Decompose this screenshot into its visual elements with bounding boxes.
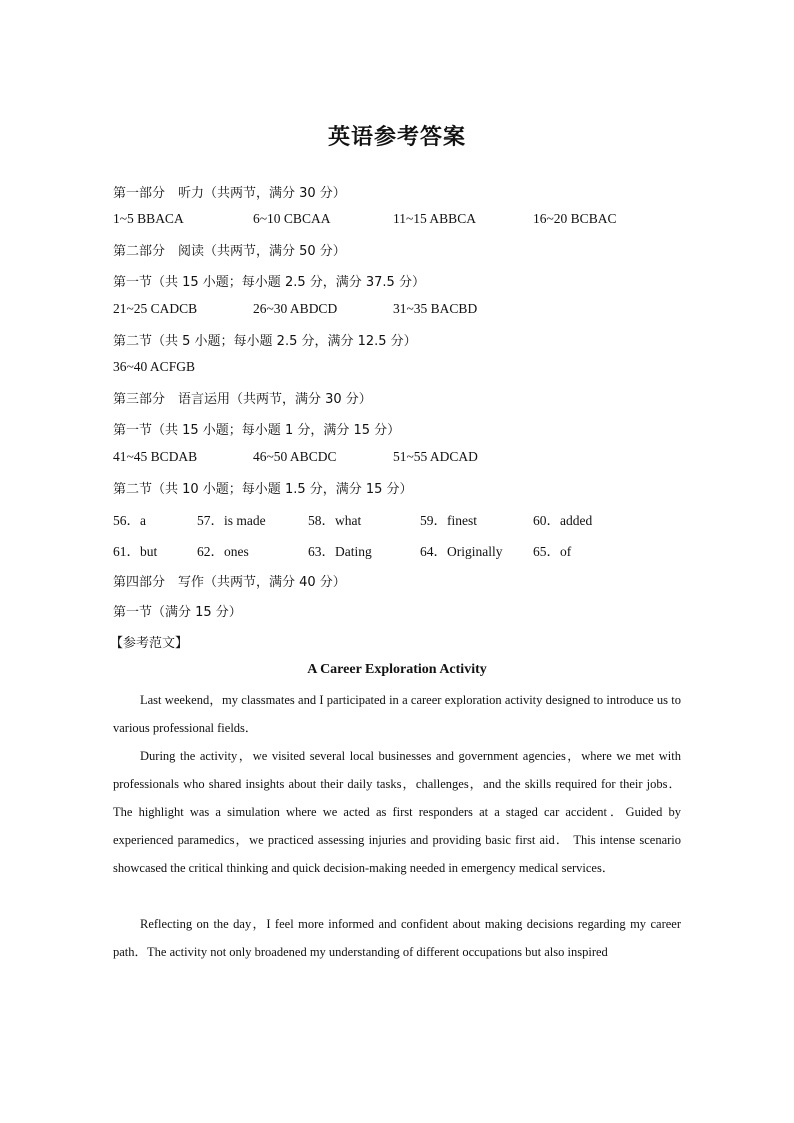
essay-paragraph: During the activity，we visited several local businesses and government agencies，where we met with professionals who shared insights about their daily tasks，challenges，and the skills required for their jobs． The highlight was a simulation where we acted as first responders at a staged car accident．Guided by experienced paramedics，we practiced assessing injuries and providing basic first aid． This intense scenario showcased the critical thinking and quick decision-making needed in emergency medical services．: [113, 749, 681, 875]
part2-heading: 第二部分 阅读（共两节，满分 50 分）: [113, 244, 346, 259]
essay-title: A Career Exploration Activity: [307, 662, 487, 677]
page-title: 英语参考答案: [327, 125, 466, 150]
part2-section2-heading: 第二节（共 5 小题；每小题 2.5 分，满分 12.5 分）: [113, 334, 417, 349]
fill-answer: 57．is made: [197, 513, 266, 528]
part3-heading: 第三部分 语言运用（共两节，满分 30 分）: [113, 392, 372, 407]
fill-answer: 64．Originally: [420, 544, 503, 559]
fill-answer: 59．finest: [420, 513, 477, 528]
fill-answer: 63．Dating: [308, 544, 372, 559]
fill-answer: 60．added: [533, 513, 593, 528]
part3-section1-heading: 第一节（共 15 小题；每小题 1 分，满分 15 分）: [113, 423, 401, 438]
essay-paragraph: Reflecting on the day，I feel more informed and confident about making decisions regarding my career path．The activity not only broadened my understanding of different occupations but also inspired: [113, 917, 681, 959]
answer-group: 16~20 BCBAC: [533, 211, 617, 226]
part2-section1-heading: 第一节（共 15 小题；每小题 2.5 分，满分 37.5 分）: [113, 275, 425, 290]
answer-group: 46~50 ABCDC: [253, 449, 337, 464]
part4-section1-heading: 第一节（满分 15 分）: [113, 605, 242, 620]
essay-paragraph: Last weekend，my classmates and I participated in a career exploration activity designed to introduce us to various professional fields．: [113, 693, 681, 735]
answer-group: 36~40 ACFGB: [113, 359, 195, 374]
fill-answer: 65．of: [533, 544, 572, 559]
fill-answer: 56．a: [113, 513, 146, 528]
answer-group: 11~15 ABBCA: [393, 211, 476, 226]
answer-group: 41~45 BCDAB: [113, 449, 198, 464]
part1-heading: 第一部分 听力（共两节，满分 30 分）: [113, 186, 346, 201]
answer-group: 51~55 ADCAD: [393, 449, 478, 464]
part4-heading: 第四部分 写作（共两节，满分 40 分）: [113, 575, 346, 590]
sample-essay-label: 【参考范文】: [110, 636, 189, 651]
fill-answer: 58．what: [308, 513, 362, 528]
fill-answer: 61．but: [113, 544, 158, 559]
answer-group: 1~5 BBACA: [113, 211, 184, 226]
answer-group: 6~10 CBCAA: [253, 211, 331, 226]
answer-group: 21~25 CADCB: [113, 301, 198, 316]
part3-section2-heading: 第二节（共 10 小题；每小题 1.5 分，满分 15 分）: [113, 482, 413, 497]
fill-answer: 62．ones: [197, 544, 249, 559]
answer-group: 31~35 BACBD: [393, 301, 478, 316]
answer-group: 26~30 ABDCD: [253, 301, 338, 316]
